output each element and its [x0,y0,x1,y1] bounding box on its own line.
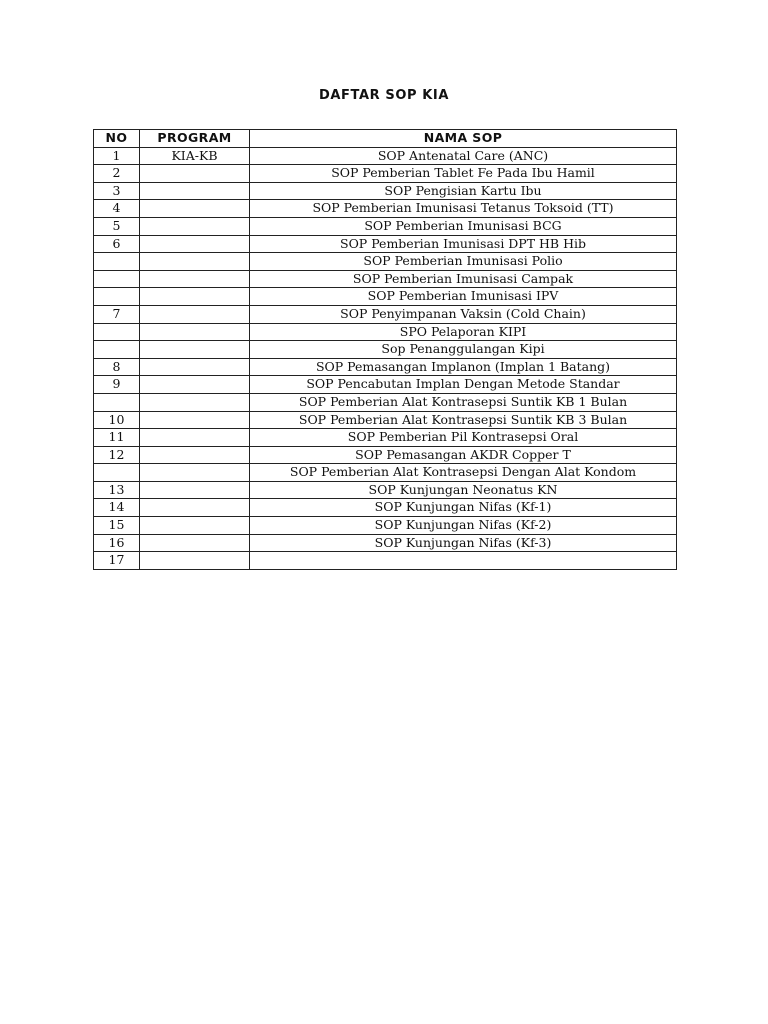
cell-nama-sop: SOP Pemberian Imunisasi IPV [250,288,677,306]
table-row [94,464,677,482]
table-row [94,499,677,517]
cell-nama-sop: SOP Kunjungan Nifas (Kf-1) [250,499,677,517]
cell-nama-sop: SOP Kunjungan Nifas (Kf-3) [250,534,677,552]
cell-no: 9 [94,376,140,394]
cell-program [140,517,250,535]
cell-nama-sop: SOP Pemasangan Implanon (Implan 1 Batang) [250,358,677,376]
table-row [94,270,677,288]
cell-program [140,253,250,271]
cell-no: 3 [94,182,140,200]
cell-no [94,323,140,341]
cell-nama-sop: SOP Pemasangan AKDR Copper T [250,446,677,464]
cell-no: 7 [94,305,140,323]
cell-nama-sop: SOP Pemberian Pil Kontrasepsi Oral [250,429,677,447]
cell-nama-sop: SOP Antenatal Care (ANC) [250,147,677,165]
cell-program [140,305,250,323]
cell-no [94,393,140,411]
table-row [94,552,677,570]
page-title: DAFTAR SOP KIA [318,88,450,103]
cell-program [140,534,250,552]
cell-no: 2 [94,165,140,183]
table-row [94,481,677,499]
column-header-nama-sop: NAMA SOP [250,130,677,148]
table-row [94,376,677,394]
cell-program [140,358,250,376]
cell-nama-sop: SOP Pemberian Imunisasi BCG [250,217,677,235]
cell-program [140,499,250,517]
cell-nama-sop: SOP Pemberian Tablet Fe Pada Ibu Hamil [250,165,677,183]
cell-program [140,182,250,200]
cell-nama-sop: SPO Pelaporan KIPI [250,323,677,341]
sop-table [93,129,677,570]
table-row [94,147,677,165]
table-row [94,341,677,359]
cell-program [140,411,250,429]
cell-no [94,288,140,306]
cell-program [140,235,250,253]
table-row [94,182,677,200]
cell-program: KIA-KB [140,147,250,165]
cell-program [140,376,250,394]
cell-nama-sop [250,552,677,570]
table-row [94,446,677,464]
cell-nama-sop: SOP Pemberian Alat Kontrasepsi Suntik KB 3 Bulan [250,411,677,429]
cell-no [94,253,140,271]
cell-no: 17 [94,552,140,570]
table-row [94,200,677,218]
table-row [94,358,677,376]
table-row [94,534,677,552]
table-row [94,165,677,183]
cell-no: 10 [94,411,140,429]
cell-program [140,323,250,341]
cell-no: 16 [94,534,140,552]
table-row [94,288,677,306]
table-row [94,217,677,235]
cell-program [140,288,250,306]
table-row [94,393,677,411]
cell-no: 1 [94,147,140,165]
cell-no: 14 [94,499,140,517]
cell-program [140,165,250,183]
cell-nama-sop: SOP Pencabutan Implan Dengan Metode Standar [250,376,677,394]
cell-nama-sop: SOP Pengisian Kartu Ibu [250,182,677,200]
cell-nama-sop: SOP Pemberian Imunisasi Campak [250,270,677,288]
cell-no [94,270,140,288]
column-header-program: PROGRAM [140,130,250,148]
table-row [94,235,677,253]
cell-no [94,341,140,359]
cell-program [140,393,250,411]
cell-nama-sop: SOP Pemberian Imunisasi DPT HB Hib [250,235,677,253]
table-row [94,429,677,447]
cell-program [140,270,250,288]
cell-program [140,552,250,570]
cell-program [140,464,250,482]
cell-no: 4 [94,200,140,218]
cell-no: 8 [94,358,140,376]
cell-no: 6 [94,235,140,253]
cell-nama-sop: SOP Penyimpanan Vaksin (Cold Chain) [250,305,677,323]
cell-no: 12 [94,446,140,464]
cell-no: 13 [94,481,140,499]
table-row [94,517,677,535]
cell-nama-sop: SOP Pemberian Alat Kontrasepsi Suntik KB 1 Bulan [250,393,677,411]
cell-nama-sop: Sop Penanggulangan Kipi [250,341,677,359]
table-header-row [94,130,677,148]
cell-nama-sop: SOP Pemberian Imunisasi Polio [250,253,677,271]
cell-nama-sop: SOP Pemberian Imunisasi Tetanus Toksoid (TT) [250,200,677,218]
cell-program [140,481,250,499]
cell-no: 11 [94,429,140,447]
cell-nama-sop: SOP Pemberian Alat Kontrasepsi Dengan Alat Kondom [250,464,677,482]
table-row [94,411,677,429]
cell-nama-sop: SOP Kunjungan Nifas (Kf-2) [250,517,677,535]
cell-no: 15 [94,517,140,535]
cell-program [140,200,250,218]
cell-no [94,464,140,482]
cell-program [140,446,250,464]
cell-program [140,341,250,359]
cell-program [140,429,250,447]
table-row [94,323,677,341]
column-header-no: NO [94,130,140,148]
cell-nama-sop: SOP Kunjungan Neonatus KN [250,481,677,499]
table-row [94,305,677,323]
cell-program [140,217,250,235]
table-row [94,253,677,271]
cell-no: 5 [94,217,140,235]
